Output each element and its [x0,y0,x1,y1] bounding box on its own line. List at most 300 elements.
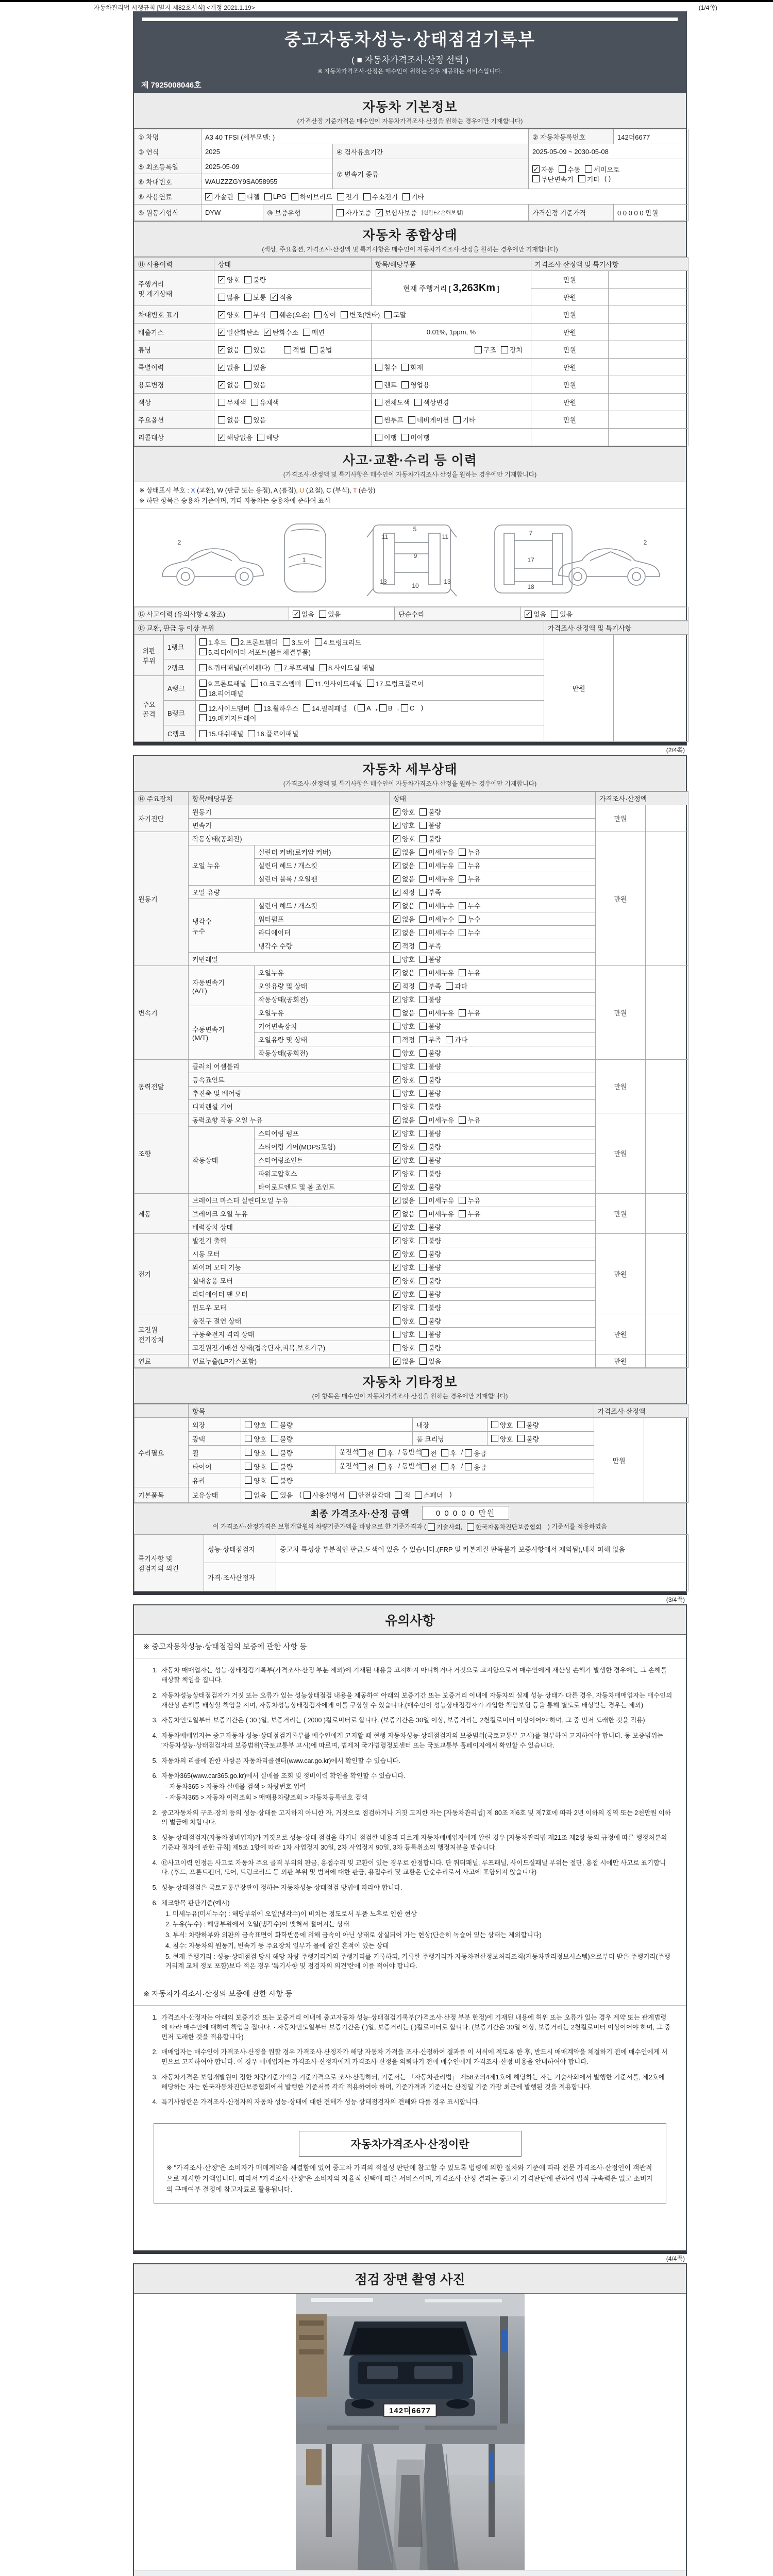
checkbox-checked[interactable] [218,345,240,354]
checkbox-unchecked[interactable] [271,1420,293,1430]
checkbox-unchecked[interactable] [245,1448,266,1458]
table-cell [390,1167,596,1180]
checkbox-checked[interactable] [393,807,415,817]
checkbox-unchecked[interactable] [199,728,243,738]
checkbox-checked[interactable] [218,327,259,337]
checkbox-unchecked[interactable] [393,1008,415,1018]
checkbox-unchecked[interactable] [414,397,449,407]
checkbox-unchecked[interactable] [291,192,332,201]
checkbox-unchecked[interactable] [303,327,325,337]
checkbox-unchecked[interactable] [393,1035,415,1044]
text: ( [297,1490,304,1498]
checkbox-box-icon [218,416,225,423]
text: 등속죠인트 [192,1076,225,1084]
checkbox-unchecked[interactable] [441,1448,457,1458]
checkbox-unchecked[interactable] [199,703,250,713]
checkbox-unchecked[interactable] [559,164,580,174]
checkbox-unchecked[interactable] [419,1115,454,1125]
table-cell [390,1006,596,1020]
checkbox-unchecked[interactable] [375,362,397,372]
checkbox-unchecked[interactable] [199,679,246,688]
checkbox-checked[interactable] [393,1302,415,1312]
checkbox-label: 불량 [428,1076,442,1084]
checkbox-label: 불량 [428,1317,442,1325]
checkbox-unchecked[interactable] [199,637,227,647]
checkbox-unchecked[interactable] [459,860,480,870]
checkbox-unchecked[interactable] [245,1462,266,1471]
checkbox-unchecked[interactable] [199,647,311,657]
checkbox-unchecked[interactable] [255,703,298,713]
checkbox-checked[interactable] [393,941,415,951]
table-row [135,1563,688,1591]
checkbox-unchecked[interactable] [419,1302,441,1312]
table-cell [135,205,201,221]
checkbox-box-icon [441,1463,448,1470]
checkbox-unchecked[interactable] [401,704,414,712]
checkbox-unchecked[interactable] [341,310,380,319]
checkbox-unchecked[interactable] [419,1249,441,1259]
checkbox-unchecked[interactable] [419,847,454,857]
checkbox-checked[interactable] [393,1276,415,1285]
checkbox-unchecked[interactable] [419,901,454,910]
checkbox-box-icon [419,808,427,816]
checkbox-unchecked[interactable] [419,1262,441,1272]
checkbox-checked[interactable] [393,1289,415,1299]
notice-item-number: 5. [152,1757,158,1765]
checkbox-unchecked[interactable] [419,1235,441,1245]
checkbox-checked[interactable] [393,1262,415,1272]
checkbox-checked[interactable] [393,1115,415,1125]
checkbox-checked[interactable] [393,968,415,977]
checkbox-box-icon [419,1023,427,1030]
checkbox-unchecked[interactable] [271,1434,293,1444]
checkbox-unchecked[interactable] [401,362,423,372]
checkbox-checked[interactable] [393,1128,415,1138]
checkbox-unchecked[interactable] [244,415,266,425]
text: 누수 [192,927,206,935]
checkbox-unchecked[interactable] [408,415,449,425]
checkbox-unchecked[interactable] [199,688,243,698]
checkbox-unchecked[interactable] [402,192,424,201]
checkbox-unchecked[interactable] [315,637,362,647]
checkbox-checked[interactable] [393,874,415,884]
form-table [134,621,688,742]
column-header [135,792,189,805]
checkbox-unchecked[interactable] [363,192,398,201]
checkbox-label: 탄화수소 [272,329,299,336]
checkbox-box-icon [199,648,207,655]
checkbox-unchecked[interactable] [375,380,397,389]
checkbox-label: 구조 [483,346,496,354]
checkbox-unchecked[interactable] [359,1462,374,1472]
checkbox-unchecked[interactable] [419,941,441,951]
checkbox-box-icon [271,1477,278,1484]
checkbox-unchecked[interactable] [251,397,279,407]
checkbox-checked[interactable] [393,914,415,924]
checkbox-unchecked[interactable] [264,193,287,200]
checkbox-unchecked[interactable] [422,1448,437,1458]
checkbox-unchecked[interactable] [419,1209,454,1218]
table-row [135,1418,688,1432]
checkbox-unchecked[interactable] [337,208,371,217]
checkbox-unchecked[interactable] [551,609,573,619]
checkbox-unchecked[interactable] [419,1276,441,1285]
checkbox-unchecked[interactable] [419,1142,441,1151]
checkbox-unchecked[interactable] [244,310,266,319]
column-header [135,1404,189,1418]
checkbox-unchecked[interactable] [218,397,246,407]
table-cell [390,1113,596,1127]
checkbox-label: C [409,704,415,712]
checkbox-unchecked[interactable] [284,345,306,354]
checkbox-unchecked[interactable] [578,174,600,184]
checkbox-unchecked[interactable] [393,1343,415,1352]
checkbox-unchecked[interactable] [218,292,240,302]
notice-item-subtext: 1. 미세누유(미세누수) : 해당부위에 오일(냉각수)이 비치는 정도로서 부품 노후로 인한 현상 [165,1910,417,1918]
checkbox-unchecked[interactable] [419,914,454,924]
checkbox-box-icon [491,1421,498,1428]
checkbox-unchecked[interactable] [419,1035,441,1044]
table-cell [241,1432,413,1446]
checkbox-unchecked[interactable] [419,1088,441,1098]
checkbox-checked[interactable] [293,609,314,619]
checkbox-unchecked[interactable] [428,1522,462,1531]
checkbox-unchecked[interactable] [446,1035,467,1044]
checkbox-unchecked[interactable] [303,703,347,713]
table-cell [189,1194,390,1207]
checkbox-checked[interactable] [218,310,240,319]
checkbox-unchecked[interactable] [419,820,441,830]
checkbox-unchecked[interactable] [244,362,266,372]
notice-item [145,1731,673,1751]
checkbox-unchecked[interactable] [419,887,441,897]
table-cell [372,376,531,394]
checkbox-unchecked[interactable] [491,1420,513,1430]
text: 2랭크 [167,664,184,672]
checkbox-unchecked[interactable] [244,380,266,389]
checkbox-unchecked[interactable] [532,174,574,184]
diagram-part-number: 2 [643,539,647,546]
checkbox-box-icon: ✓ [394,995,400,1003]
checkbox-unchecked[interactable] [475,345,496,354]
checkbox-checked[interactable] [376,208,417,217]
checkbox-unchecked[interactable] [419,927,454,937]
text: ⑦ 변속기 종류 [337,171,379,178]
table-cell [333,144,529,159]
checkbox-checked[interactable] [393,981,415,991]
checkbox-checked[interactable] [393,1356,415,1366]
checkbox-checked[interactable] [393,1168,415,1178]
checkbox-unchecked[interactable] [275,663,315,672]
checkbox-unchecked[interactable] [245,1476,266,1485]
checkbox-unchecked[interactable] [384,310,406,319]
checkbox-unchecked[interactable] [393,1061,415,1071]
checkbox-unchecked[interactable] [419,1061,441,1071]
checkbox-checked[interactable] [393,1155,415,1165]
checkbox-checked[interactable] [393,860,415,870]
final-price-note [134,1522,686,1531]
table-row [135,621,688,635]
table-row [135,359,688,376]
table-cell [390,1127,596,1140]
checkbox-unchecked[interactable] [231,637,278,647]
checkbox-unchecked[interactable] [501,345,523,354]
checkbox-checked[interactable] [393,834,415,843]
checkbox-checked[interactable] [393,1235,415,1245]
checkbox-unchecked[interactable] [419,1222,441,1232]
checkbox-unchecked[interactable] [459,1209,480,1218]
checkbox-box-icon: ✓ [219,381,225,388]
checkbox-unchecked[interactable] [401,432,430,442]
checkbox-label: 누유 [467,875,481,883]
checkbox-checked[interactable] [393,820,415,830]
checkbox-checked[interactable] [218,380,240,389]
text: 튜닝 [138,346,152,354]
checkbox-checked[interactable] [205,192,233,201]
checkbox-unchecked[interactable] [306,679,362,688]
checkbox-unchecked[interactable] [441,1462,457,1472]
checkbox-checked[interactable] [218,275,240,284]
table-cell [135,324,214,341]
checkbox-unchecked[interactable] [419,1356,441,1366]
definition-box-title: 자동차가격조사·산정이란 [299,2131,522,2157]
checkbox-box-icon [419,835,427,842]
checkbox-unchecked[interactable] [393,1088,415,1098]
checkbox-label: 일산화탄소 [227,329,259,336]
checkbox-box-icon [393,1103,400,1110]
checkbox-unchecked[interactable] [238,192,260,201]
checkbox-checked[interactable] [393,887,415,897]
checkbox-checked[interactable] [525,609,546,619]
checkbox-unchecked[interactable] [375,397,410,407]
checkbox-box-icon [415,1492,422,1499]
checkbox-unchecked[interactable] [419,1195,454,1205]
checkbox-unchecked[interactable] [415,1490,443,1500]
checkbox-box-icon [283,638,290,646]
checkbox-unchecked[interactable] [453,415,475,425]
checkbox-unchecked[interactable] [517,1420,539,1430]
checkbox-unchecked[interactable] [199,713,256,723]
checkbox-checked[interactable] [393,1222,415,1232]
checkbox-checked[interactable] [393,901,415,910]
checkbox-checked[interactable] [218,432,253,442]
checkbox-label: 양호 [402,1023,415,1030]
checkbox-box-icon [459,1009,466,1016]
checkbox-unchecked[interactable] [419,1048,441,1058]
checkbox-unchecked[interactable] [419,1316,441,1326]
checkbox-unchecked[interactable] [271,1476,293,1485]
text: 만원 [614,895,627,903]
notice-item-number: 5. [152,1884,158,1892]
checkbox-unchecked[interactable] [419,860,454,870]
checkbox-label: 디젤 [246,193,260,201]
checkbox-unchecked[interactable] [393,954,415,964]
checkbox-unchecked[interactable] [419,1021,441,1031]
checkbox-checked[interactable] [393,1195,415,1205]
checkbox-unchecked[interactable] [251,679,301,688]
checkbox-checked[interactable] [393,1142,415,1151]
checkbox-unchecked[interactable] [419,954,441,964]
checkbox-unchecked[interactable] [271,1448,293,1458]
checkbox-unchecked[interactable] [419,1168,441,1178]
checkbox-unchecked[interactable] [271,310,310,319]
checkbox-label: 양호 [402,1049,415,1057]
checkbox-unchecked[interactable] [459,1008,480,1018]
checkbox-unchecked[interactable] [585,164,619,174]
checkbox-label: 없음 [402,1358,415,1365]
table-cell [596,1194,646,1234]
checkbox-unchecked[interactable] [245,1420,266,1430]
checkbox-unchecked[interactable] [245,1490,266,1500]
checkbox-unchecked[interactable] [422,1462,437,1472]
checkbox-unchecked[interactable] [395,1490,410,1500]
checkbox-unchecked[interactable] [419,981,441,991]
checkbox-unchecked[interactable] [218,415,240,425]
table-cell [135,411,214,429]
checkbox-unchecked[interactable] [459,927,480,937]
checkbox-unchecked[interactable] [283,637,310,647]
table-cell [289,607,395,621]
checkbox-unchecked[interactable] [465,1462,486,1472]
checkbox-unchecked[interactable] [419,874,454,884]
checkbox-unchecked[interactable] [419,1155,441,1165]
checkbox-unchecked[interactable] [459,1195,480,1205]
checkbox-checked[interactable] [393,1182,415,1192]
checkbox-label: 없음 [402,875,415,883]
checkbox-unchecked[interactable] [319,609,341,619]
checkbox-unchecked[interactable] [419,1343,441,1352]
text: 수동변속기 [192,1025,225,1033]
checkbox-unchecked[interactable] [419,1008,454,1018]
checkbox-unchecked[interactable] [459,874,480,884]
checkbox-label: 전기 [345,193,359,201]
column-header [544,621,688,635]
checkbox-unchecked[interactable] [467,1522,542,1531]
checkbox-label: 불량 [428,1023,442,1030]
checkbox-checked[interactable] [271,292,292,302]
checkbox-unchecked[interactable] [401,380,430,389]
checkbox-box-icon [419,1157,427,1164]
final-price-label: 최종 가격조사·산정 금액 [310,1509,410,1519]
checkbox-label: 보험사보증 [384,209,417,217]
checkbox-unchecked[interactable] [271,1462,293,1471]
checkbox-unchecked[interactable] [378,1448,394,1458]
checkbox-unchecked[interactable] [244,275,266,284]
checkbox-unchecked[interactable] [465,1448,486,1458]
checkbox-unchecked[interactable] [393,1101,415,1111]
checkbox-unchecked[interactable] [419,807,441,817]
checkbox-unchecked[interactable] [304,1490,345,1500]
checkbox-unchecked[interactable] [393,1316,415,1326]
checkbox-unchecked[interactable] [310,345,332,354]
notice-item-text: 가격조사·산정자는 아래의 보증기간 또는 보증거리 이내에 중고자동차 성능·상태점검기록부(가격조사·산정 부분 한정)에 기재된 내용에 허위 또는 오류가 있는 경우 계약 또는 관계법령에 따라 매수인에 대하여 책임을 집니다. · 자동차인도일부터 보증기간은 ( )일, 보증거리는 ( )킬로미터로 합니다. (보증기간은 30일 이상, 보증거리는 2천킬로미터 이상이어야 하며, 그 중 먼저 도래한 것을 적용합니다) [161,2014,671,2041]
checkbox-unchecked[interactable] [375,415,404,425]
checkbox-unchecked[interactable] [393,1021,415,1031]
checkbox-unchecked[interactable] [393,1329,415,1339]
checkbox-unchecked[interactable] [359,1448,374,1458]
checkbox-unchecked[interactable] [419,1182,441,1192]
table-cell [135,341,214,359]
checkbox-unchecked[interactable] [459,847,480,857]
checkbox-checked[interactable] [218,362,240,372]
checkbox-label: 미세누유 [428,862,455,870]
checkbox-unchecked[interactable] [320,663,375,672]
checkbox-label: 없음 [227,416,240,424]
text: / 동반석 [398,1448,422,1456]
checkbox-unchecked[interactable] [459,901,480,910]
checkbox-box-icon: ✓ [394,1076,400,1083]
checkbox-unchecked[interactable] [393,1048,415,1058]
checkbox-unchecked[interactable] [378,1462,394,1472]
checkbox-unchecked[interactable] [419,968,454,977]
checkbox-unchecked[interactable] [419,1101,441,1111]
text: X [191,487,195,494]
checkbox-unchecked[interactable] [271,1490,293,1500]
table-cell [189,1127,255,1194]
checkbox-unchecked[interactable] [358,704,371,712]
table-cell [189,819,390,832]
checkbox-box-icon: ✓ [394,1210,400,1217]
checkbox-checked[interactable] [393,847,415,857]
checkbox-unchecked[interactable] [245,1434,266,1444]
checkbox-unchecked[interactable] [419,1075,441,1084]
checkbox-unchecked[interactable] [419,1329,441,1339]
checkbox-unchecked[interactable] [446,981,467,991]
table-cell [135,359,214,376]
checkbox-label: 불량 [428,996,442,1004]
checkbox-unchecked[interactable] [244,345,266,354]
checkbox-unchecked[interactable] [491,1434,513,1444]
checkbox-unchecked[interactable] [419,1289,441,1299]
checkbox-unchecked[interactable] [375,432,397,442]
table-cell [646,805,688,832]
checkbox-unchecked[interactable] [459,968,480,977]
checkbox-unchecked[interactable] [199,663,270,672]
checkbox-unchecked[interactable] [337,192,359,201]
checkbox-box-icon [238,193,245,200]
table-cell [189,1287,390,1301]
notice-item-number: 3. [152,1834,158,1842]
checkbox-checked[interactable] [393,1075,415,1084]
checkbox-checked[interactable] [393,1209,415,1218]
checkbox-unchecked[interactable] [248,728,298,738]
checkbox-unchecked[interactable] [419,834,441,843]
checkbox-checked[interactable] [393,1249,415,1259]
checkbox-label: 양호 [254,1477,267,1485]
table-row [135,411,688,429]
checkbox-checked[interactable] [532,164,554,174]
checkbox-checked[interactable] [264,327,298,337]
checkbox-box-icon [408,416,415,423]
checkbox-unchecked[interactable] [459,914,480,924]
table-cell [189,1234,390,1247]
checkbox-checked[interactable] [393,927,415,937]
checkbox-unchecked[interactable] [379,704,393,712]
checkbox-unchecked[interactable] [367,679,424,688]
checkbox-unchecked[interactable] [459,1115,480,1125]
notice-body [134,1635,686,2118]
checkbox-unchecked[interactable] [244,292,266,302]
checkbox-unchecked[interactable] [349,1490,391,1500]
checkbox-unchecked[interactable] [257,432,279,442]
checkbox-unchecked[interactable] [419,994,441,1004]
checkbox-unchecked[interactable] [517,1434,539,1444]
checkbox-unchecked[interactable] [314,310,336,319]
text: 고전원전기배선 상태(접속단자,피복,보호기구) [192,1344,326,1352]
checkbox-unchecked[interactable] [419,1128,441,1138]
checkbox-checked[interactable] [393,994,415,1004]
photo-illustration-lift [296,2444,525,2570]
